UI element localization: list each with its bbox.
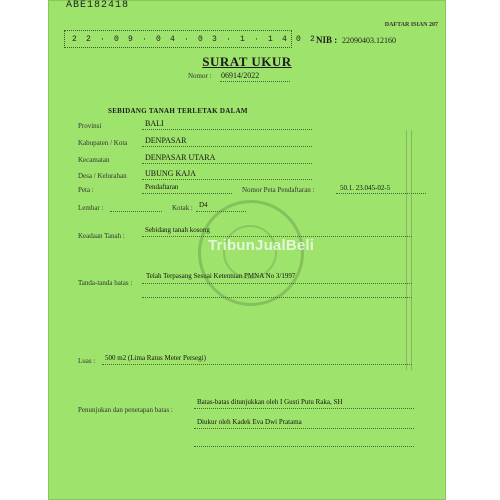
luas-label: Luas : bbox=[78, 357, 96, 365]
peta-value: Pendaftaran bbox=[145, 183, 179, 191]
keadaan-value: Sebidang tanah kosong bbox=[145, 226, 210, 234]
form-number: DAFTAR ISIAN 207 bbox=[384, 22, 438, 28]
kotak-label: Kotak : bbox=[172, 204, 193, 212]
nomor-peta-value: 50.1. 23.045-02-5 bbox=[340, 184, 391, 192]
peta-label: Peta : bbox=[78, 186, 94, 194]
kotak-value: D4 bbox=[199, 201, 208, 209]
certificate-document bbox=[48, 0, 446, 500]
nomor-peta-label: Nomor Peta Pendaftaran : bbox=[242, 186, 315, 194]
provinsi-label: Provinsi bbox=[78, 122, 102, 130]
tanda-label: Tanda-tanda batas : bbox=[78, 279, 133, 287]
nomor-label: Nomor : bbox=[188, 72, 212, 80]
nib-label: NIB : bbox=[316, 35, 338, 45]
desa-value: UBUNG KAJA bbox=[145, 169, 196, 178]
tanda-value: Telah Terpasang Sesuai Ketentuan PMNA No 3/1997 bbox=[146, 272, 296, 280]
penunjukan-label: Penunjukan dan penetapan batas : bbox=[78, 406, 173, 414]
kabupaten-value: DENPASAR bbox=[145, 136, 187, 145]
kecamatan-label: Kecamatan bbox=[78, 156, 110, 164]
desa-label: Desa / Kelurahan bbox=[78, 172, 127, 180]
penunjukan-value-1: Batas-batas ditunjukkan oleh I Gusti Putu Raka, SH bbox=[197, 398, 343, 406]
code-row: 2 2 · 0 9 · 0 4 · 0 3 · 1 · 1 4 0 2 bbox=[72, 35, 318, 44]
kabupaten-label: Kabupaten / Kota bbox=[78, 139, 128, 147]
luas-value: 500 m2 (Lima Ratus Meter Persegi) bbox=[105, 354, 206, 362]
keadaan-label: Keadaan Tanah : bbox=[78, 232, 125, 240]
watermark-text: TribunJualBeli bbox=[208, 237, 315, 254]
lembar-label: Lembar : bbox=[78, 204, 104, 212]
section-heading: SEBIDANG TANAH TERLETAK DALAM bbox=[108, 107, 248, 115]
nib-value: 22090403.12160 bbox=[342, 36, 396, 45]
nomor-value: 06914/2022 bbox=[221, 71, 260, 80]
penunjukan-value-2: Diukur oleh Kadek Eva Dwi Pratama bbox=[197, 418, 302, 426]
kecamatan-value: DENPASAR UTARA bbox=[145, 153, 216, 162]
serial-number: ABE182418 bbox=[66, 0, 130, 11]
document-title: SURAT UKUR bbox=[202, 54, 292, 69]
provinsi-value: BALI bbox=[145, 119, 164, 128]
